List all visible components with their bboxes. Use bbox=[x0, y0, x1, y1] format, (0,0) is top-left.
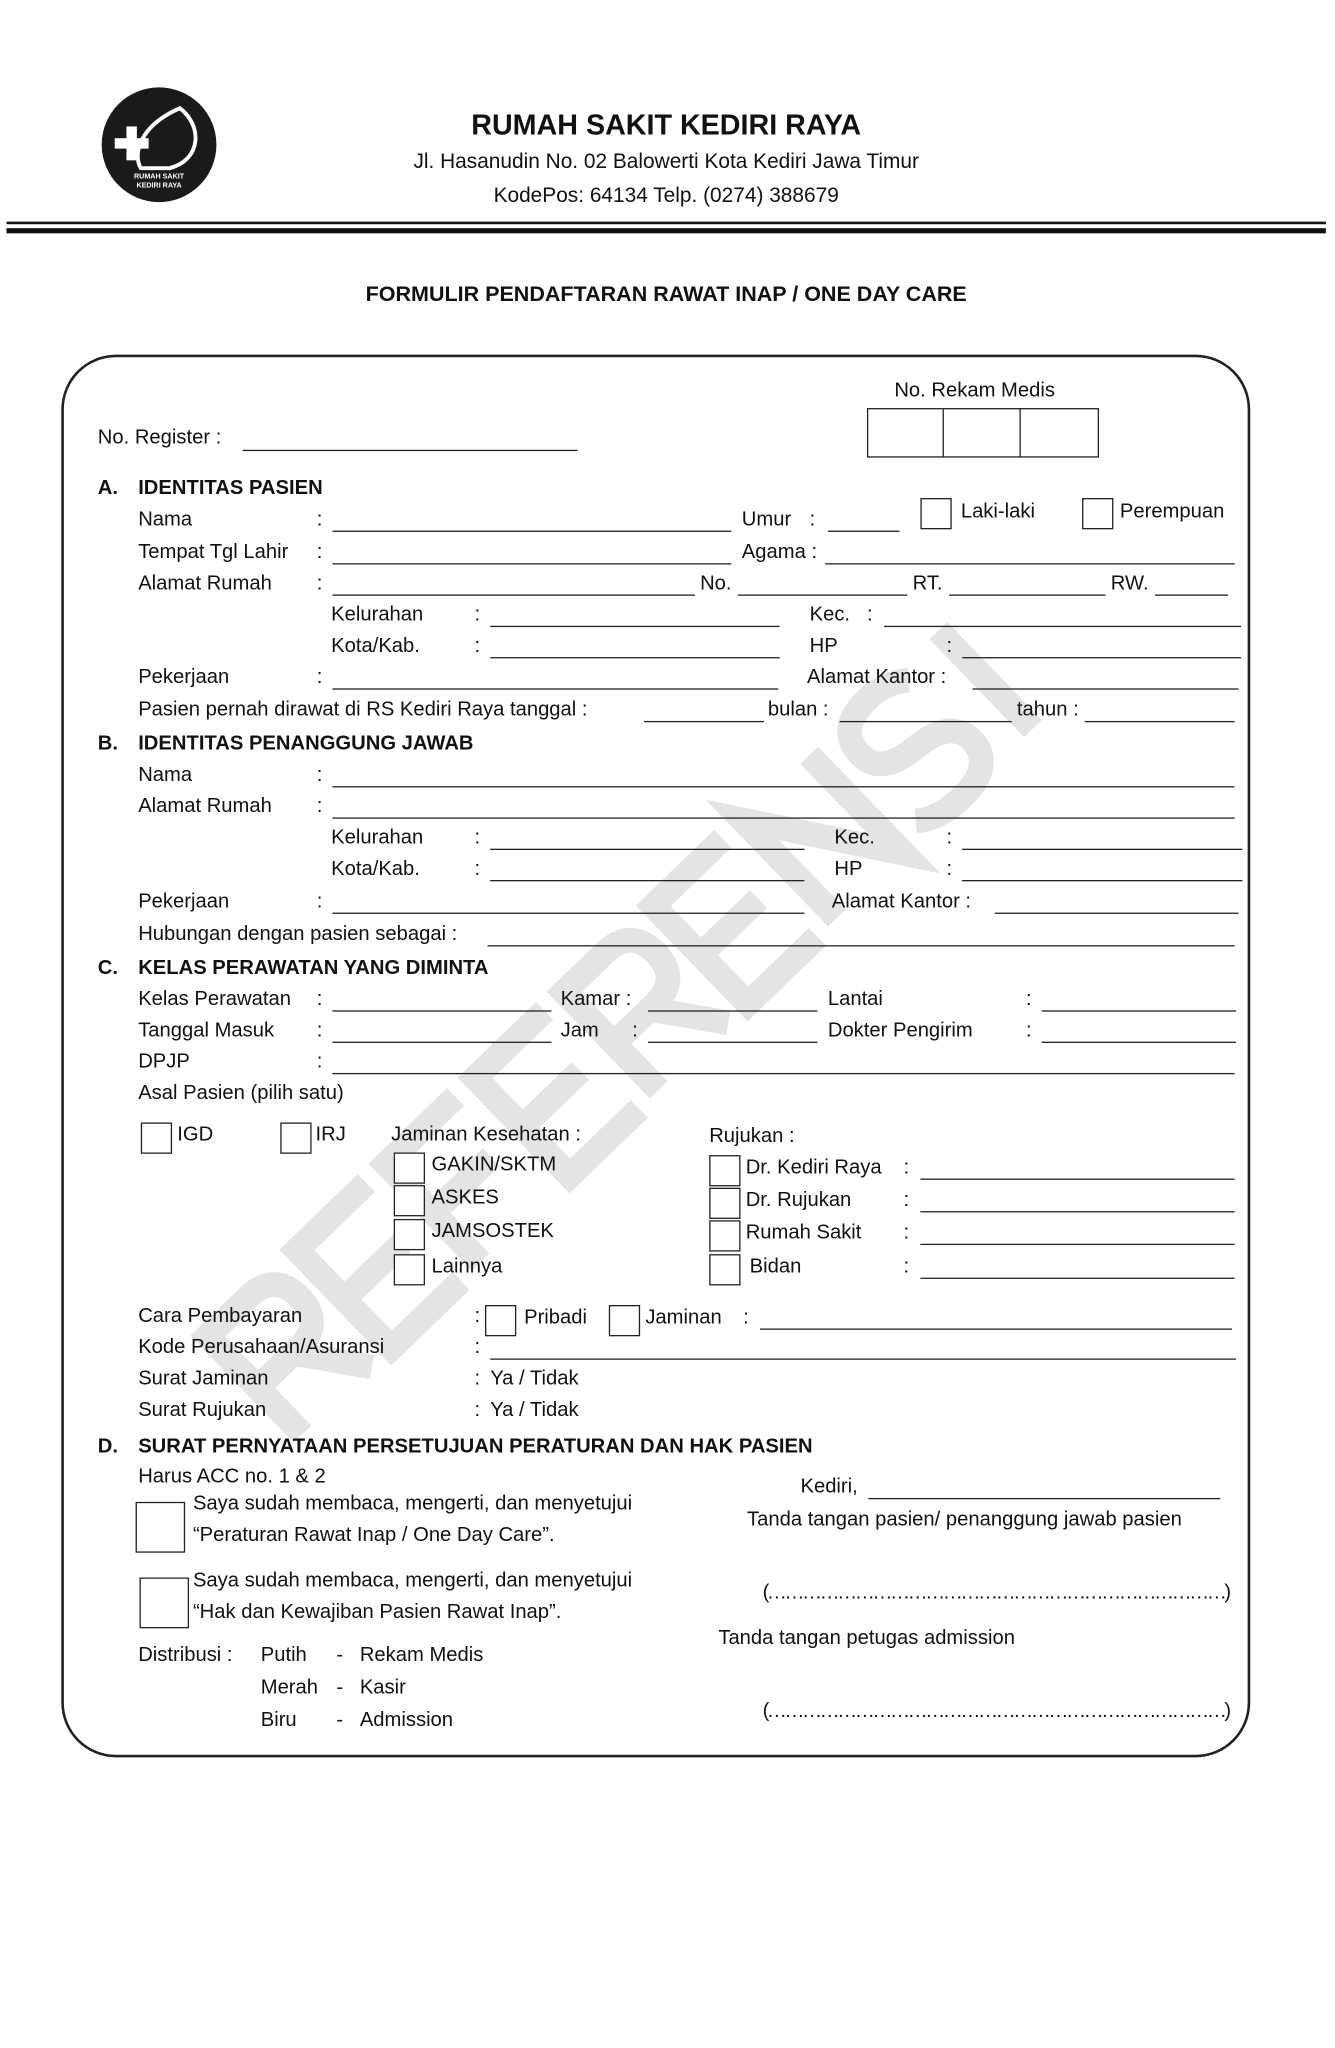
kode-perusahaan-label: Kode Perusahaan/Asuransi bbox=[138, 1336, 385, 1359]
colon: : bbox=[474, 603, 481, 626]
pj-kelurahan-input[interactable] bbox=[490, 849, 804, 850]
askes-label: ASKES bbox=[431, 1186, 499, 1209]
pj-pekerjaan-label: Pekerjaan bbox=[138, 890, 230, 913]
section-c-heading: KELAS PERAWATAN YANG DIMINTA bbox=[138, 956, 489, 980]
colon: : bbox=[903, 1156, 910, 1179]
dr-rujukan-label: Dr. Rujukan bbox=[745, 1188, 852, 1212]
jaminan-kesehatan-label: Jaminan Kesehatan : bbox=[391, 1123, 581, 1146]
tempat-tgl-lahir-label: Tempat Tgl Lahir bbox=[138, 541, 289, 564]
jam-input[interactable] bbox=[648, 1042, 817, 1043]
dist-color: Biru bbox=[260, 1709, 297, 1732]
rw-label: RW. bbox=[1110, 572, 1149, 595]
nama-input[interactable] bbox=[332, 531, 731, 532]
alamat-rumah-label: Alamat Rumah bbox=[138, 572, 272, 595]
pj-alamat-kantor-label: Alamat Kantor : bbox=[831, 890, 972, 913]
lantai-label: Lantai bbox=[827, 988, 883, 1011]
bulan-input[interactable] bbox=[840, 721, 1012, 722]
section-d-letter: D. bbox=[97, 1435, 118, 1458]
colon: : bbox=[474, 1336, 481, 1359]
pj-hp-input[interactable] bbox=[962, 880, 1242, 881]
pj-kota-label: Kota/Kab. bbox=[331, 857, 420, 880]
jaminan-checkbox[interactable] bbox=[609, 1305, 640, 1336]
jam-label: Jam bbox=[560, 1019, 599, 1042]
pekerjaan-input[interactable] bbox=[332, 688, 778, 689]
colon: : bbox=[316, 508, 323, 531]
surat-rujukan-label: Surat Rujukan bbox=[138, 1398, 267, 1422]
register-label: No. Register : bbox=[97, 426, 222, 449]
pribadi-checkbox[interactable] bbox=[485, 1305, 516, 1336]
laki-laki-label: Laki-laki bbox=[960, 500, 1035, 523]
colon: : bbox=[743, 1306, 749, 1329]
kamar-label: Kamar : bbox=[560, 988, 632, 1011]
dr-kediri-raya-label: Dr. Kediri Raya bbox=[745, 1156, 882, 1179]
bidan-label: Bidan bbox=[749, 1255, 802, 1278]
irj-label: IRJ bbox=[315, 1123, 346, 1146]
no-label: No. bbox=[700, 572, 732, 595]
asal-pasien-label: Asal Pasien (pilih satu) bbox=[138, 1082, 344, 1105]
statement-1-line-1: Saya sudah membaca, mengerti, dan menyetujui bbox=[192, 1492, 633, 1515]
dist-dest: Admission bbox=[359, 1709, 454, 1732]
rekam-medis-label: No. Rekam Medis bbox=[894, 379, 1055, 402]
askes-checkbox[interactable] bbox=[394, 1185, 425, 1216]
colon: : bbox=[316, 1050, 323, 1073]
colon: : bbox=[316, 572, 323, 595]
lantai-input[interactable] bbox=[1042, 1010, 1236, 1011]
pj-alamat-input[interactable] bbox=[332, 817, 1234, 818]
officer-signature-field[interactable]: (……………………………………………………………………) bbox=[762, 1700, 1229, 1723]
cara-pembayaran-label: Cara Pembayaran bbox=[138, 1305, 303, 1328]
dist-color: Putih bbox=[260, 1643, 307, 1667]
perempuan-label: Perempuan bbox=[1119, 500, 1225, 523]
dist-dash: - bbox=[336, 1709, 344, 1732]
tahun-input[interactable] bbox=[1085, 721, 1235, 722]
hospital-logo bbox=[102, 87, 217, 202]
colon: : bbox=[316, 666, 323, 689]
jaminan-label: Jaminan bbox=[645, 1306, 722, 1329]
jamsostek-label: JAMSOSTEK bbox=[431, 1220, 554, 1243]
kediri-date-label: Kediri, bbox=[800, 1475, 858, 1498]
rekam-medis-box-2[interactable] bbox=[943, 408, 1023, 458]
dist-dash: - bbox=[336, 1676, 344, 1699]
form-title: FORMULIR PENDAFTARAN RAWAT INAP / ONE DAY CARE bbox=[365, 282, 967, 307]
jamsostek-checkbox[interactable] bbox=[394, 1219, 425, 1250]
patient-signature-field[interactable]: (……………………………………………………………………) bbox=[762, 1581, 1229, 1604]
kec-input[interactable] bbox=[884, 626, 1241, 627]
hubungan-input[interactable] bbox=[488, 945, 1235, 946]
tempat-tgl-lahir-input[interactable] bbox=[332, 563, 731, 564]
igd-label: IGD bbox=[177, 1123, 214, 1146]
igd-checkbox[interactable] bbox=[141, 1122, 172, 1153]
statement-1-line-2: “Peraturan Rawat Inap / One Day Care”. bbox=[192, 1524, 555, 1547]
colon: : bbox=[1026, 988, 1032, 1011]
pekerjaan-label: Pekerjaan bbox=[138, 666, 230, 689]
hubungan-label: Hubungan dengan pasien sebagai : bbox=[138, 923, 458, 946]
header-divider-thin bbox=[7, 222, 1326, 225]
no-input[interactable] bbox=[738, 594, 907, 595]
hospital-name: RUMAH SAKIT KEDIRI RAYA bbox=[471, 108, 862, 141]
dr-rujukan-input[interactable] bbox=[920, 1211, 1234, 1212]
bidan-input[interactable] bbox=[920, 1278, 1234, 1279]
dist-dash: - bbox=[336, 1643, 344, 1667]
kediri-date-input[interactable] bbox=[868, 1498, 1220, 1499]
kota-input[interactable] bbox=[490, 657, 779, 658]
kamar-input[interactable] bbox=[648, 1010, 817, 1011]
dr-rujukan-checkbox[interactable] bbox=[709, 1188, 740, 1219]
pj-kota-input[interactable] bbox=[490, 880, 804, 881]
rt-label: RT. bbox=[912, 572, 943, 595]
colon: : bbox=[474, 1398, 481, 1422]
gakin-label: GAKIN/SKTM bbox=[431, 1153, 557, 1176]
bidan-checkbox[interactable] bbox=[709, 1254, 740, 1285]
pribadi-label: Pribadi bbox=[524, 1306, 587, 1329]
hospital-contact: KodePos: 64134 Telp. (0274) 388679 bbox=[493, 185, 839, 208]
colon: : bbox=[474, 1305, 481, 1328]
colon: : bbox=[946, 857, 953, 880]
colon: : bbox=[316, 1019, 323, 1042]
kode-perusahaan-input[interactable] bbox=[490, 1358, 1236, 1359]
pj-nama-label: Nama bbox=[138, 763, 193, 787]
laki-laki-checkbox[interactable] bbox=[920, 498, 951, 529]
irj-checkbox[interactable] bbox=[280, 1122, 311, 1153]
colon: : bbox=[946, 634, 953, 658]
umur-label: Umur bbox=[741, 508, 792, 531]
dokter-pengirim-input[interactable] bbox=[1042, 1042, 1236, 1043]
pernah-dirawat-label: Pasien pernah dirawat di RS Kediri Raya tanggal : bbox=[138, 698, 588, 721]
jaminan-input[interactable] bbox=[760, 1328, 1232, 1329]
pj-hp-label: HP bbox=[834, 857, 863, 880]
svg-text:RUMAH SAKIT: RUMAH SAKIT bbox=[134, 172, 185, 181]
kelurahan-input[interactable] bbox=[490, 626, 779, 627]
colon: : bbox=[474, 826, 481, 849]
surat-jaminan-label: Surat Jaminan bbox=[138, 1367, 269, 1390]
kelas-input[interactable] bbox=[332, 1010, 551, 1011]
dist-color: Merah bbox=[260, 1676, 319, 1699]
kelas-perawatan-label: Kelas Perawatan bbox=[138, 988, 291, 1011]
colon: : bbox=[316, 763, 323, 787]
hospital-address: Jl. Hasanudin No. 02 Balowerti Kota Kediri Jawa Timur bbox=[413, 151, 919, 174]
statement-2-line-1: Saya sudah membaca, mengerti, dan menyetujui bbox=[192, 1569, 633, 1592]
dist-dest: Kasir bbox=[359, 1676, 406, 1699]
lainnya-label: Lainnya bbox=[431, 1255, 503, 1278]
svg-text:KEDIRI RAYA: KEDIRI RAYA bbox=[136, 181, 182, 190]
pj-kelurahan-label: Kelurahan bbox=[331, 826, 424, 849]
agama-input[interactable] bbox=[825, 563, 1234, 564]
colon: : bbox=[903, 1188, 910, 1212]
statement-2-checkbox[interactable] bbox=[139, 1577, 189, 1628]
alamat-input[interactable] bbox=[332, 594, 694, 595]
agama-label: Agama : bbox=[741, 541, 818, 564]
pj-pekerjaan-input[interactable] bbox=[332, 913, 804, 914]
pj-kec-input[interactable] bbox=[962, 849, 1242, 850]
statement-1-checkbox[interactable] bbox=[136, 1502, 186, 1553]
logo-cross-leaf-icon bbox=[102, 87, 217, 202]
dokter-pengirim-label: Dokter Pengirim bbox=[827, 1019, 973, 1042]
surat-jaminan-value: Ya / Tidak bbox=[490, 1367, 579, 1390]
rt-input[interactable] bbox=[949, 594, 1105, 595]
pj-alamat-kantor-input[interactable] bbox=[995, 913, 1239, 914]
section-b-letter: B. bbox=[97, 732, 118, 755]
perempuan-checkbox[interactable] bbox=[1082, 498, 1113, 529]
kec-label: Kec. bbox=[809, 603, 851, 626]
rw-input[interactable] bbox=[1155, 594, 1228, 595]
section-a-letter: A. bbox=[97, 477, 118, 500]
rekam-medis-box-3[interactable] bbox=[1019, 408, 1099, 458]
section-a-heading: IDENTITAS PASIEN bbox=[138, 477, 323, 500]
section-c-letter: C. bbox=[97, 956, 118, 980]
kota-kab-label: Kota/Kab. bbox=[331, 634, 420, 658]
section-b-heading: IDENTITAS PENANGGUNG JAWAB bbox=[138, 732, 474, 755]
rumah-sakit-input[interactable] bbox=[920, 1244, 1234, 1245]
colon: : bbox=[809, 508, 816, 531]
pj-nama-input[interactable] bbox=[332, 786, 1234, 787]
colon: : bbox=[316, 795, 323, 818]
bulan-label: bulan : bbox=[767, 698, 829, 721]
ttd-petugas-label: Tanda tangan petugas admission bbox=[718, 1627, 1015, 1650]
colon: : bbox=[632, 1019, 638, 1042]
rujukan-label: Rujukan : bbox=[709, 1125, 795, 1148]
nama-label: Nama bbox=[138, 508, 193, 531]
colon: : bbox=[474, 1367, 481, 1390]
tahun-label: tahun : bbox=[1016, 698, 1079, 721]
statement-2-line-2: “Hak dan Kewajiban Pasien Rawat Inap”. bbox=[192, 1600, 562, 1624]
rumah-sakit-checkbox[interactable] bbox=[709, 1220, 740, 1251]
surat-rujukan-value: Ya / Tidak bbox=[490, 1398, 579, 1422]
alamat-kantor-input[interactable] bbox=[973, 688, 1239, 689]
colon: : bbox=[474, 857, 481, 880]
gakin-checkbox[interactable] bbox=[394, 1152, 425, 1183]
pj-alamat-label: Alamat Rumah bbox=[138, 795, 272, 818]
rekam-medis-box-1[interactable] bbox=[867, 408, 945, 458]
tanggal-masuk-input[interactable] bbox=[332, 1042, 551, 1043]
hp-input[interactable] bbox=[962, 657, 1241, 658]
kelurahan-label: Kelurahan bbox=[331, 603, 424, 626]
dpjp-label: DPJP bbox=[138, 1050, 190, 1073]
dpjp-input[interactable] bbox=[332, 1073, 1234, 1074]
pj-kec-label: Kec. bbox=[834, 826, 875, 849]
colon: : bbox=[316, 890, 323, 913]
ttd-pasien-label: Tanda tangan pasien/ penanggung jawab pasien bbox=[747, 1508, 1182, 1531]
colon: : bbox=[903, 1221, 910, 1244]
colon: : bbox=[903, 1255, 910, 1278]
distribusi-label: Distribusi : bbox=[138, 1643, 233, 1667]
dist-dest: Rekam Medis bbox=[359, 1643, 484, 1667]
colon: : bbox=[316, 988, 323, 1011]
rumah-sakit-label: Rumah Sakit bbox=[745, 1221, 862, 1244]
dr-kediri-raya-input[interactable] bbox=[920, 1179, 1234, 1180]
tanggal-masuk-label: Tanggal Masuk bbox=[138, 1019, 275, 1042]
dr-kediri-raya-checkbox[interactable] bbox=[709, 1155, 740, 1186]
hp-label: HP bbox=[809, 634, 838, 658]
colon: : bbox=[866, 603, 873, 626]
acc-note: Harus ACC no. 1 & 2 bbox=[138, 1465, 326, 1488]
colon: : bbox=[316, 541, 323, 564]
tanggal-dirawat-input[interactable] bbox=[644, 721, 764, 722]
colon: : bbox=[946, 826, 953, 849]
header-divider-thick bbox=[7, 228, 1326, 233]
register-input[interactable] bbox=[242, 450, 577, 451]
umur-input[interactable] bbox=[828, 531, 900, 532]
colon: : bbox=[1026, 1019, 1032, 1042]
section-d-heading: SURAT PERNYATAAN PERSETUJUAN PERATURAN DAN HAK PASIEN bbox=[138, 1435, 813, 1458]
colon: : bbox=[474, 634, 481, 658]
lainnya-checkbox[interactable] bbox=[394, 1254, 425, 1285]
alamat-kantor-label: Alamat Kantor : bbox=[806, 666, 947, 689]
